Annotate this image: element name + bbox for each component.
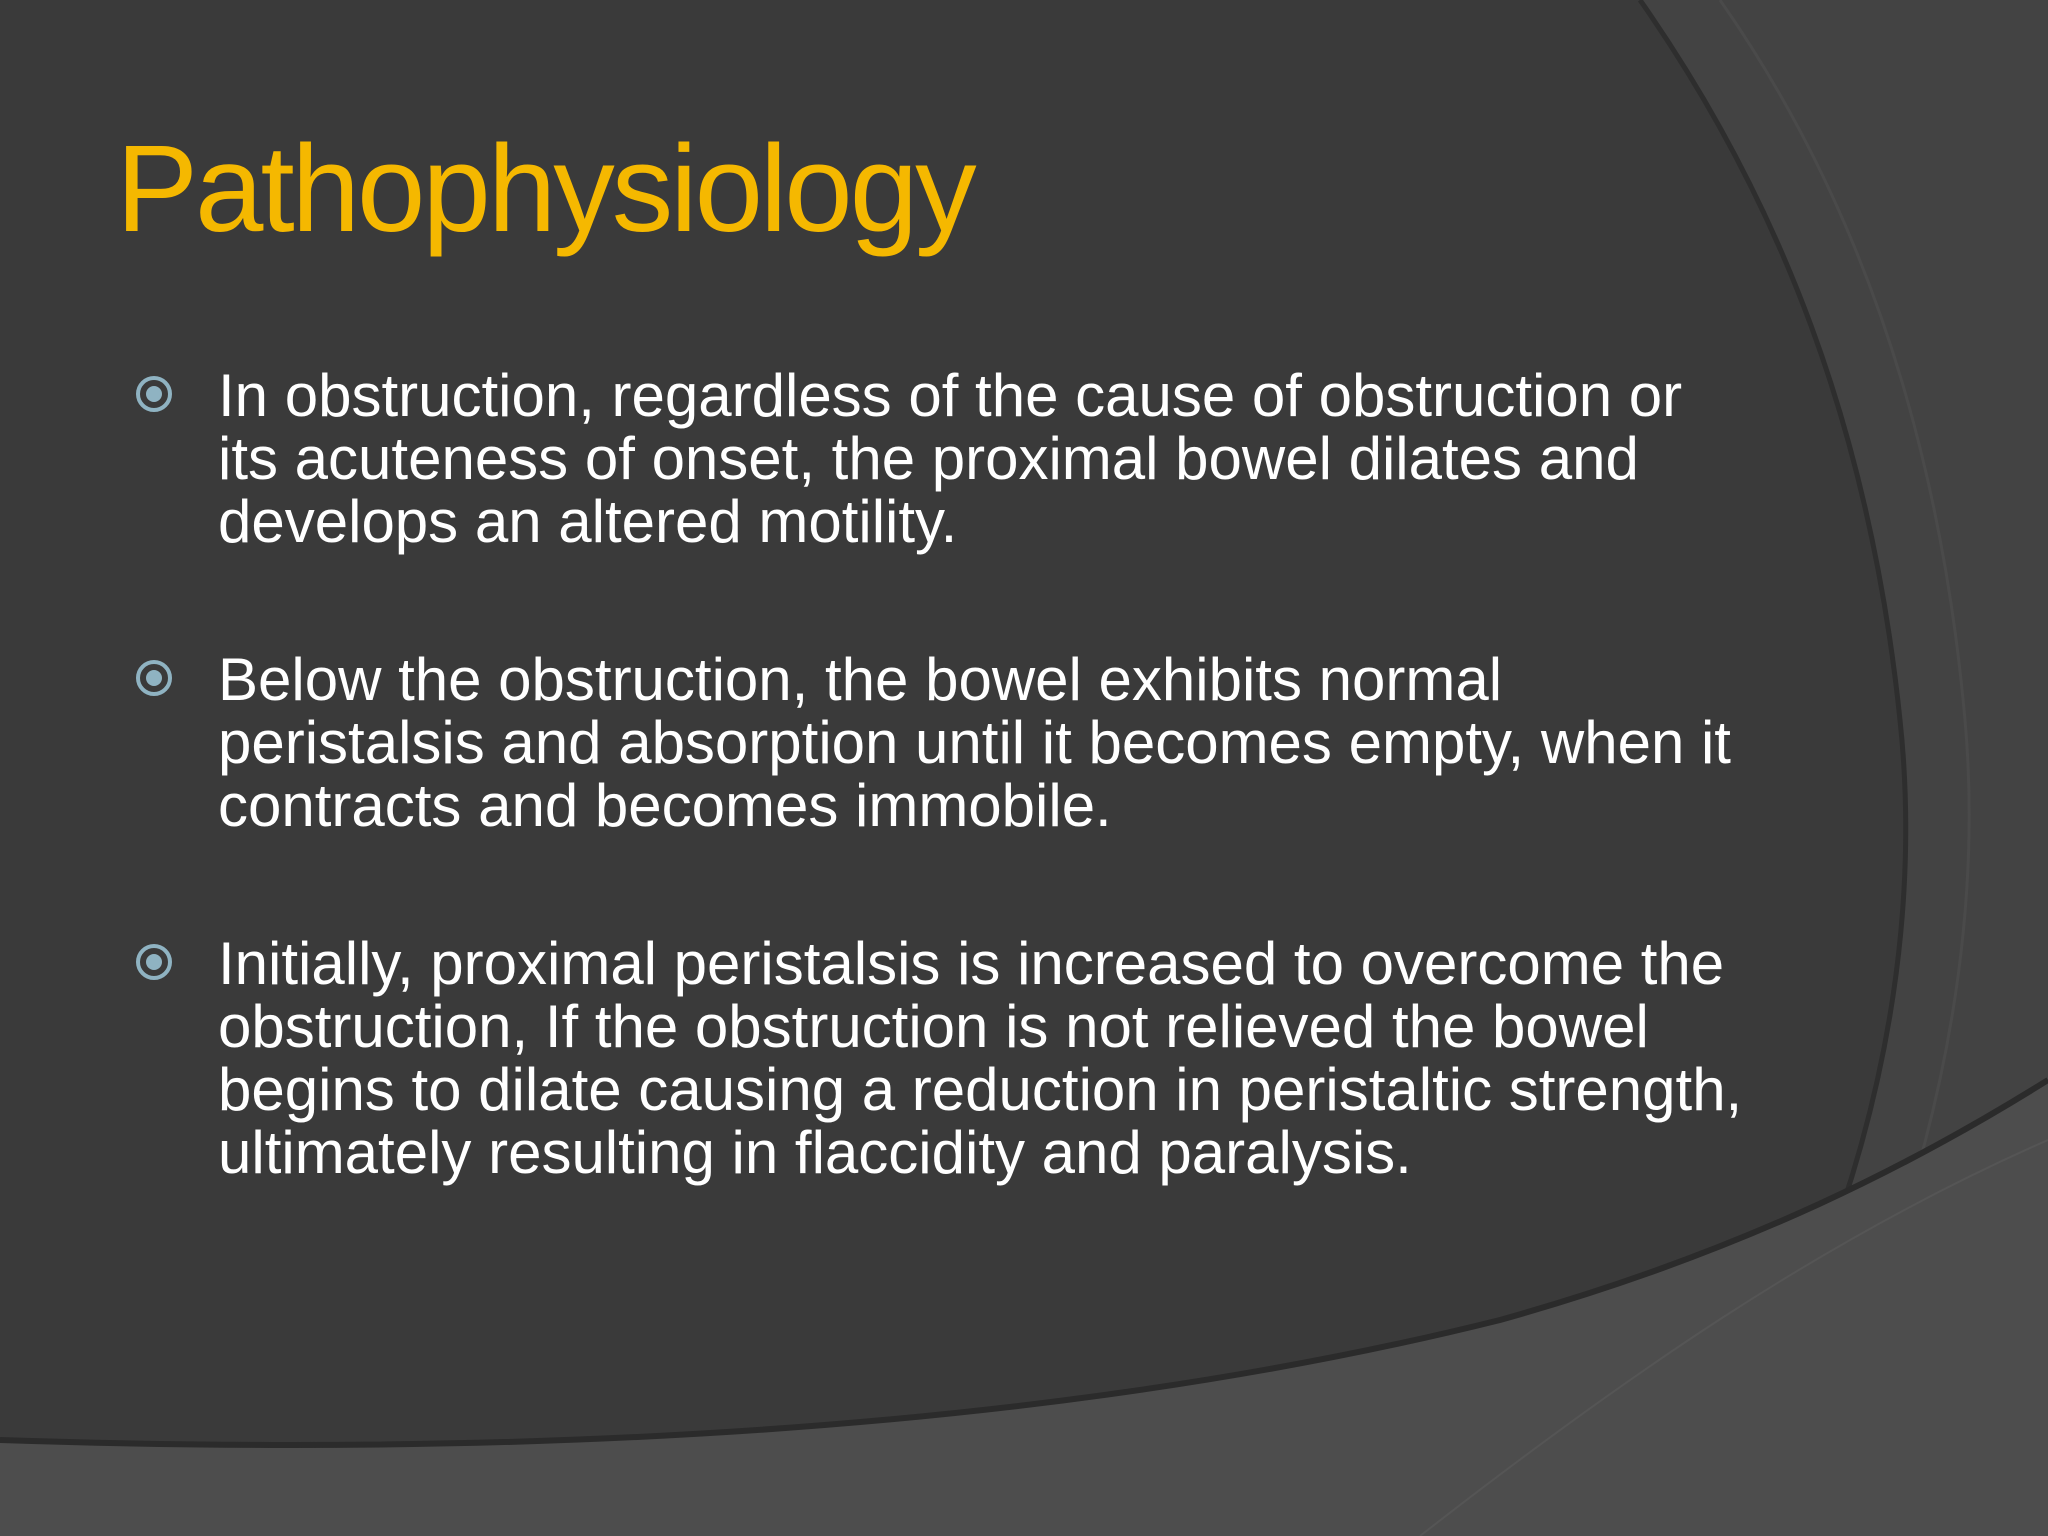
bullet-text: Initially, proximal peristalsis is increased to overcome the obstruction, If the obstruction is not relieved the bowel begins to dilate causing a reduction in peristaltic strength, ultimately resulting in flaccidity and paralysis. — [218, 930, 1743, 1186]
bullet-text: In obstruction, regardless of the cause of obstruction or its acuteness of onset, the proximal bowel dilates and develops an altered motility. — [218, 362, 1683, 555]
circle-dot-bullet-icon — [132, 372, 176, 416]
bullet-text: Below the obstruction, the bowel exhibits normal peristalsis and absorption until it becomes empty, when it contracts and becomes immobile. — [218, 646, 1731, 839]
slide-title: Pathophysiology — [116, 121, 974, 258]
circle-dot-bullet-icon — [132, 656, 176, 700]
circle-dot-bullet-icon — [132, 940, 176, 984]
